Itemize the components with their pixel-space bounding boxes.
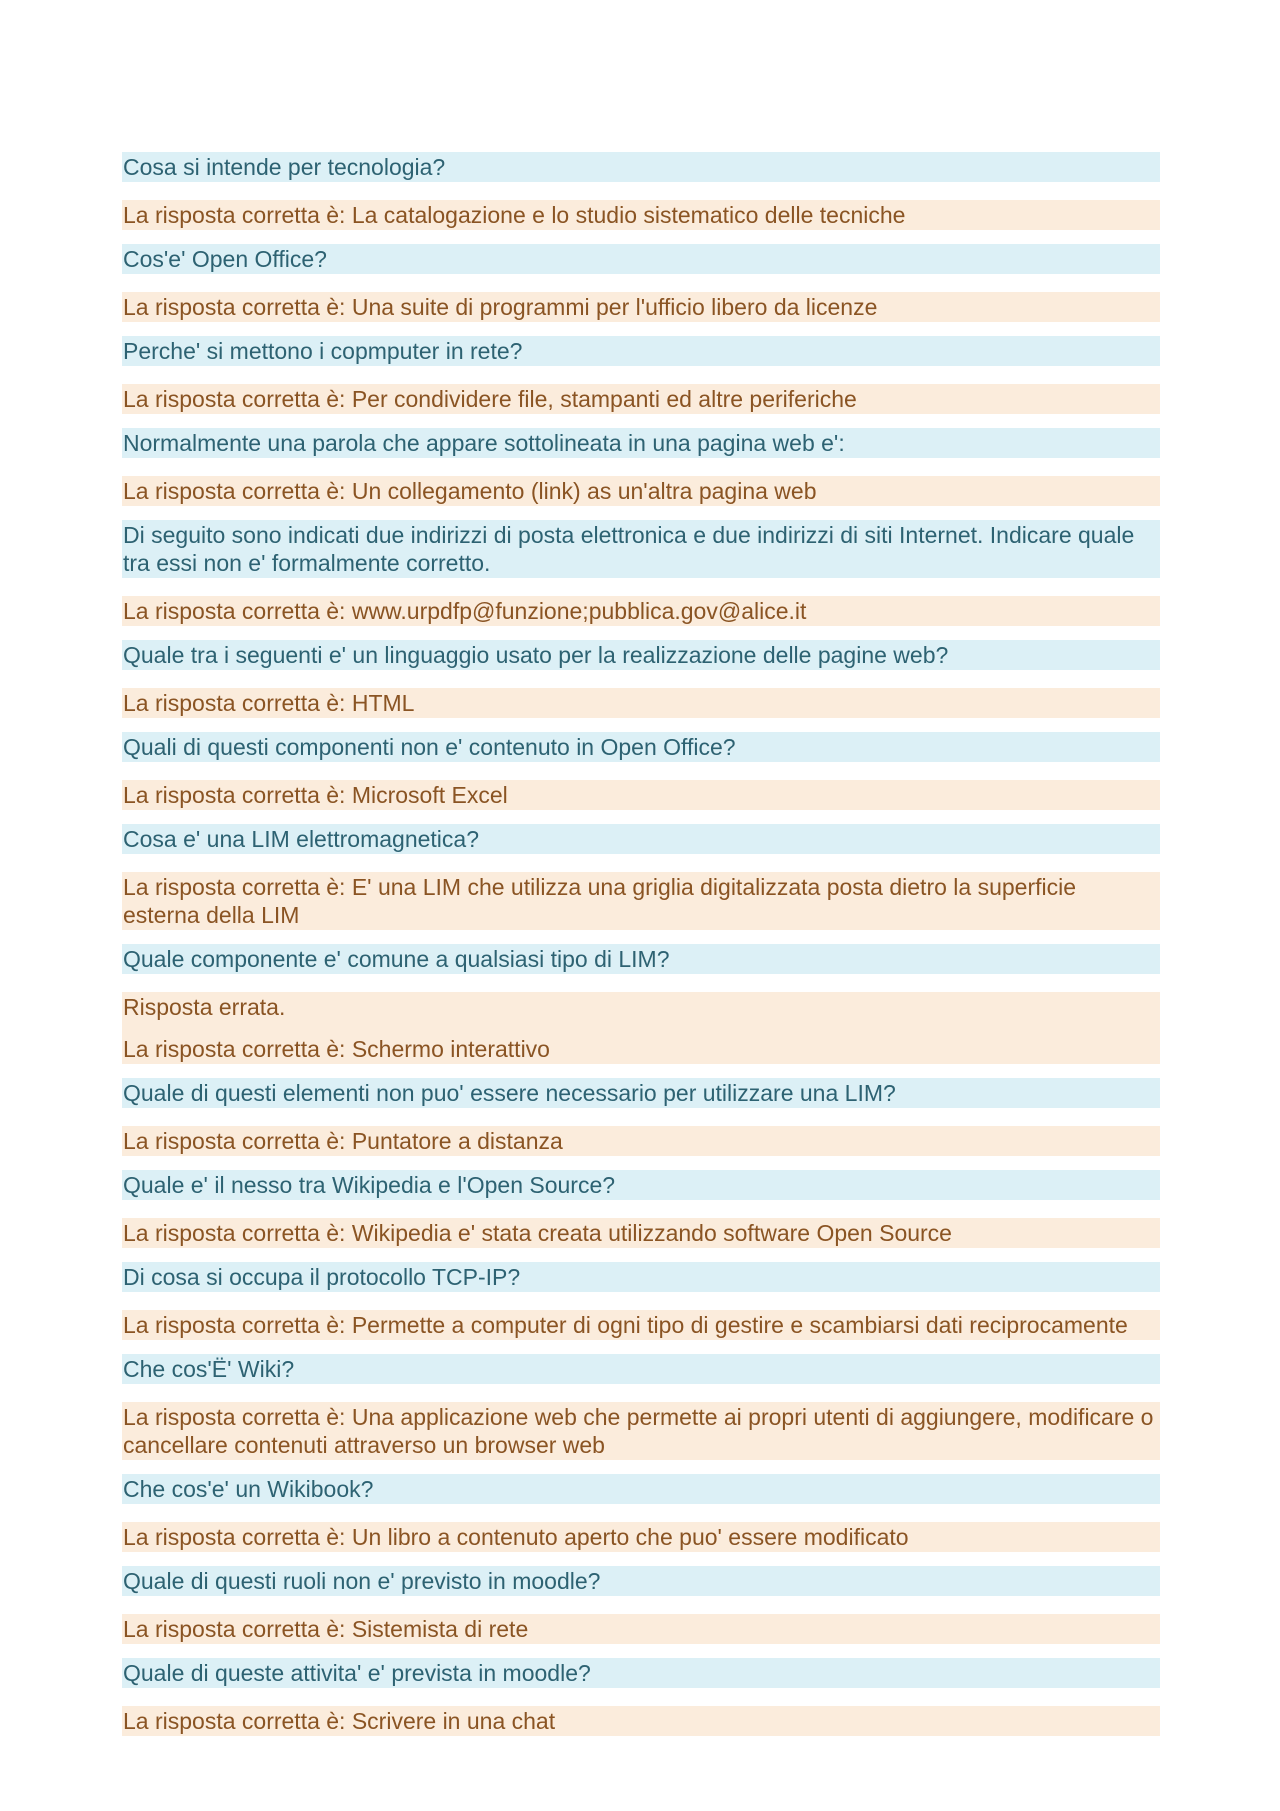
answer-text: La risposta corretta è: Scrivere in una chat xyxy=(123,1708,556,1734)
answer-block xyxy=(122,1402,1160,1460)
question-text: Normalmente una parola che appare sottolineata in una pagina web e': xyxy=(122,428,1160,458)
answer-block xyxy=(122,384,1160,414)
question-text: Cosa si intende per tecnologia? xyxy=(122,152,1160,182)
question-text: Quale e' il nesso tra Wikipedia e l'Open Source? xyxy=(122,1170,1160,1200)
answer-text: La risposta corretta è: Microsoft Excel xyxy=(123,782,508,808)
answer-block xyxy=(122,1310,1160,1340)
answer-text: La risposta corretta è: www.urpdfp@funzione;pubblica.gov@alice.it xyxy=(123,598,807,624)
answer-text: La risposta corretta è: Sistemista di rete xyxy=(123,1616,529,1642)
question-text: Quale di questi ruoli non e' previsto in moodle? xyxy=(122,1566,1160,1596)
answer-block xyxy=(122,1614,1160,1644)
answer-text: La risposta corretta è: Per condividere file, stampanti ed altre periferiche xyxy=(123,386,857,412)
question-text: Cos'e' Open Office? xyxy=(122,244,1160,274)
answer-block xyxy=(122,1706,1160,1736)
question-text: Perche' si mettono i copmputer in rete? xyxy=(122,336,1160,366)
answer-text: La risposta corretta è: E' una LIM che utilizza una griglia digitalizzata posta dietro la superficie esterna della LIM xyxy=(123,874,1077,928)
answer-text: La risposta corretta è: Una suite di programmi per l'ufficio libero da licenze xyxy=(123,294,878,320)
answer-block xyxy=(122,200,1160,230)
answer-text: La risposta corretta è: Puntatore a distanza xyxy=(123,1128,563,1154)
answer-text: La risposta corretta è: Un libro a contenuto aperto che puo' essere modificato xyxy=(123,1524,909,1550)
answer-block xyxy=(122,688,1160,718)
feedback-text: Risposta errata. xyxy=(123,994,286,1020)
question-text: Di cosa si occupa il protocollo TCP-IP? xyxy=(122,1262,1160,1292)
qa-list xyxy=(122,152,1160,1750)
answer-text: La risposta corretta è: HTML xyxy=(123,690,415,716)
question-text: Quali di questi componenti non e' contenuto in Open Office? xyxy=(122,732,1160,762)
question-text: Quale di questi elementi non puo' essere necessario per utilizzare una LIM? xyxy=(122,1078,1160,1108)
question-text: Che cos'Ë' Wiki? xyxy=(122,1354,1160,1384)
answer-block xyxy=(122,292,1160,322)
answer-block xyxy=(122,596,1160,626)
question-text: Quale componente e' comune a qualsiasi tipo di LIM? xyxy=(122,944,1160,974)
answer-block xyxy=(122,1522,1160,1552)
question-text: Di seguito sono indicati due indirizzi di posta elettronica e due indirizzi di siti Internet. Indicare quale tra essi non e' formalmente corretto. xyxy=(122,520,1160,578)
answer-block xyxy=(122,992,1160,1064)
answer-block xyxy=(122,476,1160,506)
question-text: Cosa e' una LIM elettromagnetica? xyxy=(122,824,1160,854)
answer-text: La risposta corretta è: Un collegamento (link) as un'altra pagina web xyxy=(123,478,817,504)
answer-block xyxy=(122,780,1160,810)
question-text: Quale tra i seguenti e' un linguaggio usato per la realizzazione delle pagine web? xyxy=(122,640,1160,670)
answer-block xyxy=(122,1126,1160,1156)
question-text: Che cos'e' un Wikibook? xyxy=(122,1474,1160,1504)
answer-text: La risposta corretta è: Schermo interattivo xyxy=(123,1036,550,1062)
answer-block xyxy=(122,872,1160,930)
question-text: Quale di queste attivita' e' prevista in moodle? xyxy=(122,1658,1160,1688)
answer-text: La risposta corretta è: Wikipedia e' stata creata utilizzando software Open Source xyxy=(123,1220,952,1246)
answer-text: La risposta corretta è: Una applicazione web che permette ai propri utenti di aggiungere, modificare o cancellare contenuti attraverso un browser web xyxy=(123,1404,1154,1458)
answer-text: La risposta corretta è: Permette a computer di ogni tipo di gestire e scambiarsi dati reciprocamente xyxy=(123,1312,1128,1338)
answer-block xyxy=(122,1218,1160,1248)
answer-text: La risposta corretta è: La catalogazione e lo studio sistematico delle tecniche xyxy=(123,202,906,228)
